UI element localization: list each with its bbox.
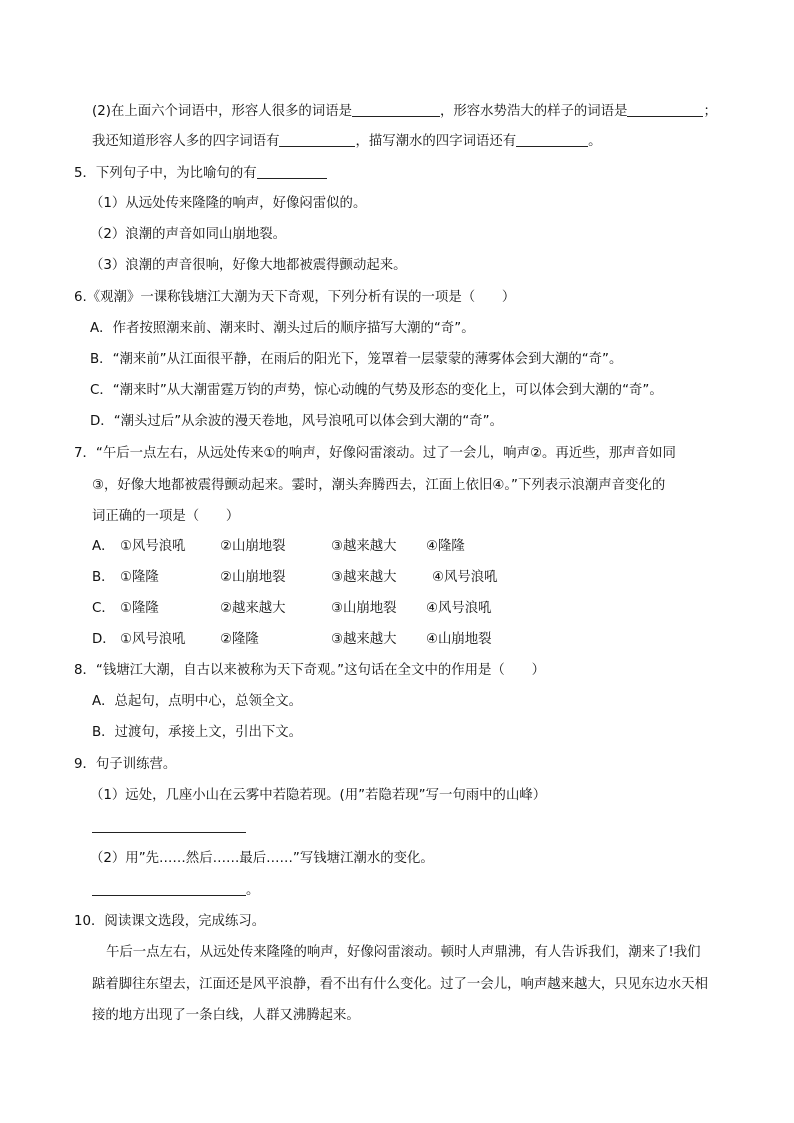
q6-option-d: D．“潮头过后”从余波的漫天卷地，风号浪吼可以体会到大潮的“奇”。	[90, 414, 503, 429]
q9-stem: 9．句子训练营。	[74, 757, 177, 772]
q4-text: ，形容水势浩大的样子的词语是	[440, 104, 628, 119]
q9-answer-line-1	[92, 818, 246, 838]
q6-option-c: C．“潮来时”从大潮雷霆万钧的声势，惊心动魄的气势及形态的变化上，可以体会到大潮的“奇”。	[90, 383, 663, 398]
option-choice: ③越来越大	[331, 570, 397, 585]
q4-text: (2)在上面六个词语中，形容人很多的词语是	[92, 104, 352, 119]
q7-stem-line-2: ③，好像大地都被震得颤动起来。霎时，潮头奔腾西去，江面上依旧④。”下列表示浪潮声音变化的	[92, 478, 666, 493]
answer-blank[interactable]	[257, 164, 327, 179]
option-choice: ③越来越大	[331, 632, 397, 647]
answer-blank[interactable]	[516, 132, 588, 147]
end-mark: 。	[246, 883, 260, 898]
q10-passage-line-3: 接的地方出现了一条白线，人群又沸腾起来。	[92, 1008, 360, 1023]
q10-passage-line-1: 午后一点左右，从远处传来隆隆的响声，好像闷雷滚动。顿时人声鼎沸，有人告诉我们，潮来了!我们	[106, 945, 701, 960]
option-choice: ④风号浪吼	[426, 601, 492, 616]
q9-item-2: （2）用”先……然后……最后……”写钱塘江潮水的变化。	[90, 851, 434, 866]
q8-option-a: A．总起句，点明中心，总领全文。	[92, 694, 303, 709]
option-label: B．	[92, 570, 115, 585]
q8-option-b: B．过渡句，承接上文，引出下文。	[92, 725, 303, 740]
answer-blank[interactable]	[627, 102, 703, 117]
q8-stem: 8．“钱塘江大潮，自古以来被称为天下奇观。”这句话在全文中的作用是（ ）	[74, 663, 545, 678]
q10-passage-line-2: 踮着脚往东望去，江面还是风平浪静，看不出有什么变化。过了一会儿，响声越来越大，只见东边水天相	[92, 977, 708, 992]
q5-item-1: （1）从远处传来隆隆的响声，好像闷雷似的。	[90, 196, 367, 211]
q4-line-2	[92, 132, 602, 152]
option-label: A．	[92, 539, 115, 554]
q10-stem: 10．阅读课文选段，完成练习。	[74, 914, 266, 929]
option-choice: ④山崩地裂	[426, 632, 492, 647]
q5-stem: 5．下列句子中，为比喻句的有	[74, 164, 327, 184]
q7-stem-line-1: 7．“午后一点左右，从远处传来①的响声，好像闷雷滚动。过了一会儿，响声②。再近些，那声音如同	[74, 446, 676, 461]
option-choice: ①隆隆	[120, 570, 159, 585]
q7-stem-line-3: 词正确的一项是（ ）	[92, 509, 240, 524]
q6-stem: 6.《观潮》一课称钱塘江大潮为天下奇观，下列分析有误的一项是（ ）	[74, 290, 516, 305]
option-choice: ②山崩地裂	[220, 539, 286, 554]
option-choice: ③越来越大	[331, 539, 397, 554]
q6-option-a: A．作者按照潮来前、潮来时、潮头过后的顺序描写大潮的“奇”。	[90, 321, 475, 336]
answer-blank[interactable]	[352, 102, 440, 117]
option-choice: ①隆隆	[120, 601, 159, 616]
option-choice: ④风号浪吼	[432, 570, 498, 585]
q4-text: 我还知道形容人多的四字词语有	[92, 134, 280, 149]
answer-blank[interactable]	[279, 132, 355, 147]
option-choice: ②山崩地裂	[220, 570, 286, 585]
q5-item-3: （3）浪潮的声音很响，好像大地都被震得颤动起来。	[90, 258, 407, 273]
option-choice: ①风号浪吼	[120, 632, 186, 647]
option-label: D．	[92, 632, 116, 647]
option-choice: ③山崩地裂	[331, 601, 397, 616]
answer-blank[interactable]	[92, 818, 246, 833]
option-choice: ①风号浪吼	[120, 539, 186, 554]
option-label: C．	[92, 601, 115, 616]
option-choice: ②越来越大	[220, 601, 286, 616]
q4-text: ，描写潮水的四字词语还有	[355, 134, 517, 149]
q4-line-1	[92, 102, 717, 122]
q9-item-1: （1）远处，几座小山在云雾中若隐若现。(用”若隐若现”写一句雨中的山峰）	[90, 788, 547, 803]
option-choice: ④隆隆	[426, 539, 465, 554]
option-choice: ②隆隆	[220, 632, 259, 647]
q5-item-2: （2）浪潮的声音如同山崩地裂。	[90, 227, 286, 242]
q6-option-b: B．“潮来前”从江面很平静，在雨后的阳光下，笼罩着一层蒙蒙的薄雾体会到大潮的“奇”。	[90, 352, 623, 367]
q4-text: ；	[703, 104, 717, 119]
answer-blank[interactable]	[92, 881, 246, 896]
q9-answer-line-2	[92, 881, 259, 901]
q4-text: 。	[588, 134, 602, 149]
